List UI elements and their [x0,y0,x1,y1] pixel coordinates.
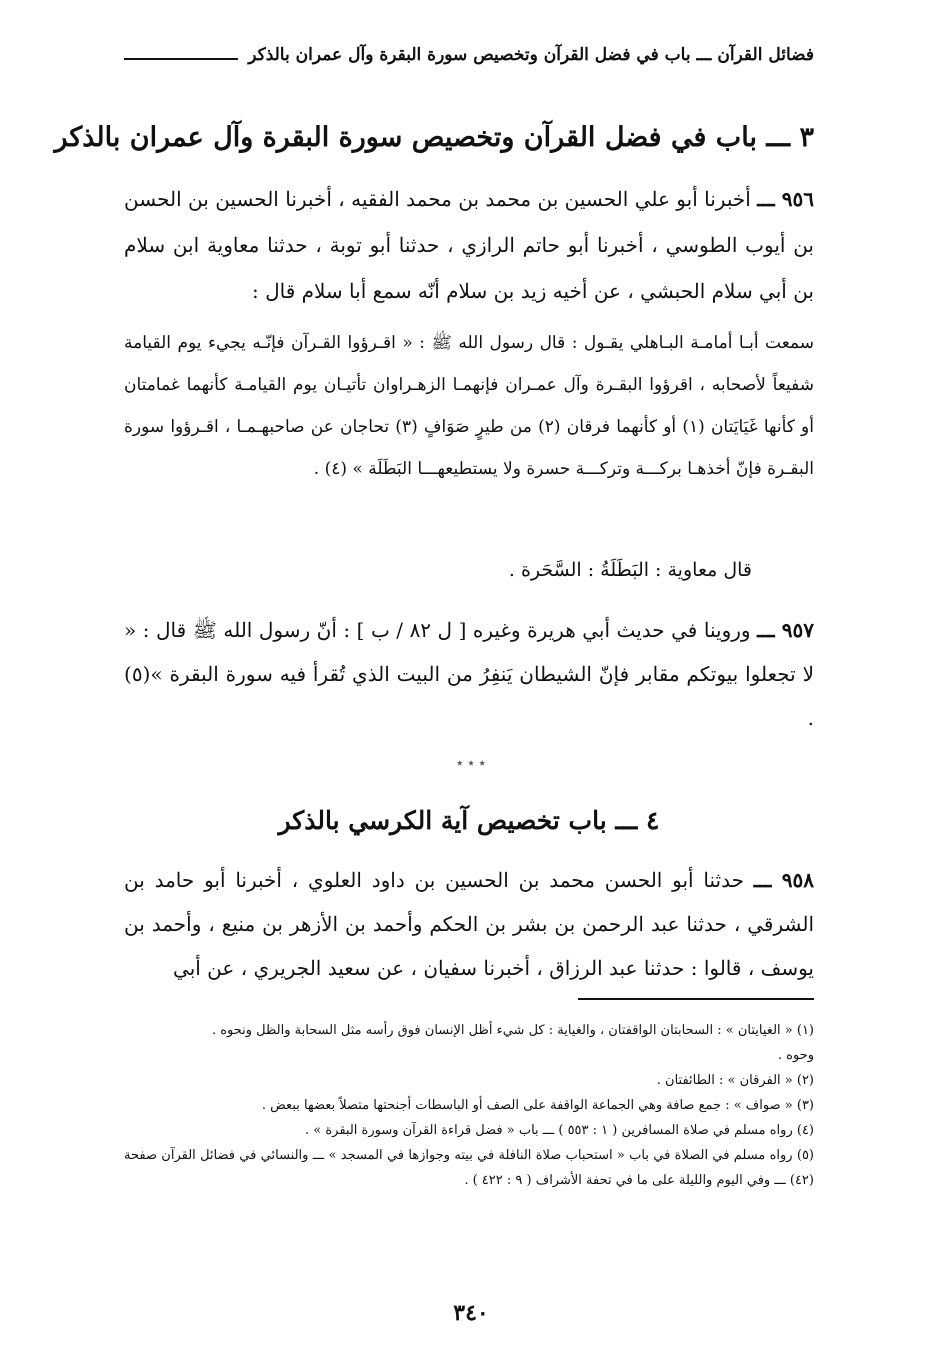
footnote-3: (٣) « صواف » : جمع صافة وهي الجماعة الواقفة على الصف أو الباسطات أجنحتها متصلاً بعضها ببعض . [261,1098,814,1113]
hadith-957 [124,608,814,740]
muawiya-gloss: قال معاوية : البَطَلَةُ : السَّحَرة . [508,559,752,581]
hadith-text-958: حدثنا أبو الحسن محمد بن الحسين بن داود العلوي ، أخبرنا أبو حامد بن الشرقي ، حدثنا عبد الرحمن بن بشر بن الحكم وأحمد بن الأزهر بن منيع ، وأحمد بن يوسف ، قالوا : حدثنا عبد الرزاق ، أخبرنا سفيان ، عن سعيد الجريري ، عن أبي [124,868,814,980]
running-head [124,38,814,72]
hadith-text-956: أخبرنا أبو علي الحسين بن محمد بن محمد الفقيه ، أخبرنا الحسين بن الحسن بن أيوب الطوسي ، أخبرنا أبو حاتم الرازي ، حدثنا أبو توبة ، حدثنا معاوية ابن سلام بن أبي سلام الحبشي ، عن أخيه زيد بن سلام أنّه سمع أبا سلام قال : [124,187,814,303]
section-separator-stars: ٭ ٭ ٭ [456,756,486,771]
footnote-4: (٤) رواه مسلم في صلاة المسافرين ( ١ : ٥٥٣ ) ـــ باب « فضل قراءة القرآن وسورة البقرة » . [304,1123,814,1138]
hadith-956-quote: سمعت أبـا أمامـة البـاهلي يقـول : قال رسول الله ﷺ : « اقـرؤوا القـرآن فإنّـه يجيء يوم القيامة شفيعاً لأصحابه ، اقرؤوا البقـرة وآل عمـران فإنهمـا الزهـراوان تأتيـان يوم القيامـة كأنهما غمامتان أو كأنها غَيَايَتان (١) أو كأنهما فرقان (٢) من طيرٍ صَوَافٍ (٣) تحاجان عن صاحبهـمـا ، اقـرؤوا سورة البقـرة فإنّ أخذهـا بركـــة وتركـــة حسرة ولا يستطيعهـــا البَطَلَة » (٤) . [124,333,814,479]
hadith-number-957: ٩٥٧ ـــ [757,618,815,642]
footnote-separator [578,998,814,1000]
footnote-5: (٥) رواه مسلم في الصلاة في باب « استحباب صلاة النافلة في بيته وجوازها في المسجد » ـــ والنسائي في فضائل القرآن صفحة (٤٢) ـــ وفي اليوم والليلة على ما في تحفة الأشراف ( ٩ : ٤٢٢ ) . [124,1148,814,1188]
hadith-number-956: ٩٥٦ ـــ [757,187,814,211]
hadith-text-957: وروينا في حديث أبي هريرة وغيره [ ل ٨٢ / ب ] : أنّ رسول الله ﷺ قال : « لا تجعلوا بيوتكم مقابر فإنّ الشيطان يَنفِرُ من البيت الذي تُقرأ فيه سورة البقرة »(٥) . [124,618,814,730]
page-number: ٣٤٠ [453,1300,489,1326]
running-head-rule [124,58,238,60]
chapter-heading-3: ٣ ـــ باب في فضل القرآن وتخصيص سورة البقرة وآل عمران بالذكر [54,122,814,153]
footnote-2: (٢) « الفرقان » : الطائفتان . [656,1073,814,1088]
footnote-1: (١) « الغيايتان » : السحابتان الواقفتان ، والغياية : كل شيء أظل الإنسان فوق رأسه مثل السحابة والظل ونحوه . [211,1023,814,1038]
footnote-1-continuation: وحوه . [777,1048,814,1063]
hadith-number-958: ٩٥٨ ـــ [753,868,815,892]
hadith-958 [124,858,814,990]
chapter-heading-4: ٤ ـــ باب تخصيص آية الكرسي بالذكر [278,806,660,835]
running-head-text: فضائل القرآن ـــ باب في فضل القرآن وتخصيص سورة البقرة وآل عمران بالذكر [248,45,814,65]
footnotes [124,1018,814,1193]
hadith-956 [124,176,814,314]
